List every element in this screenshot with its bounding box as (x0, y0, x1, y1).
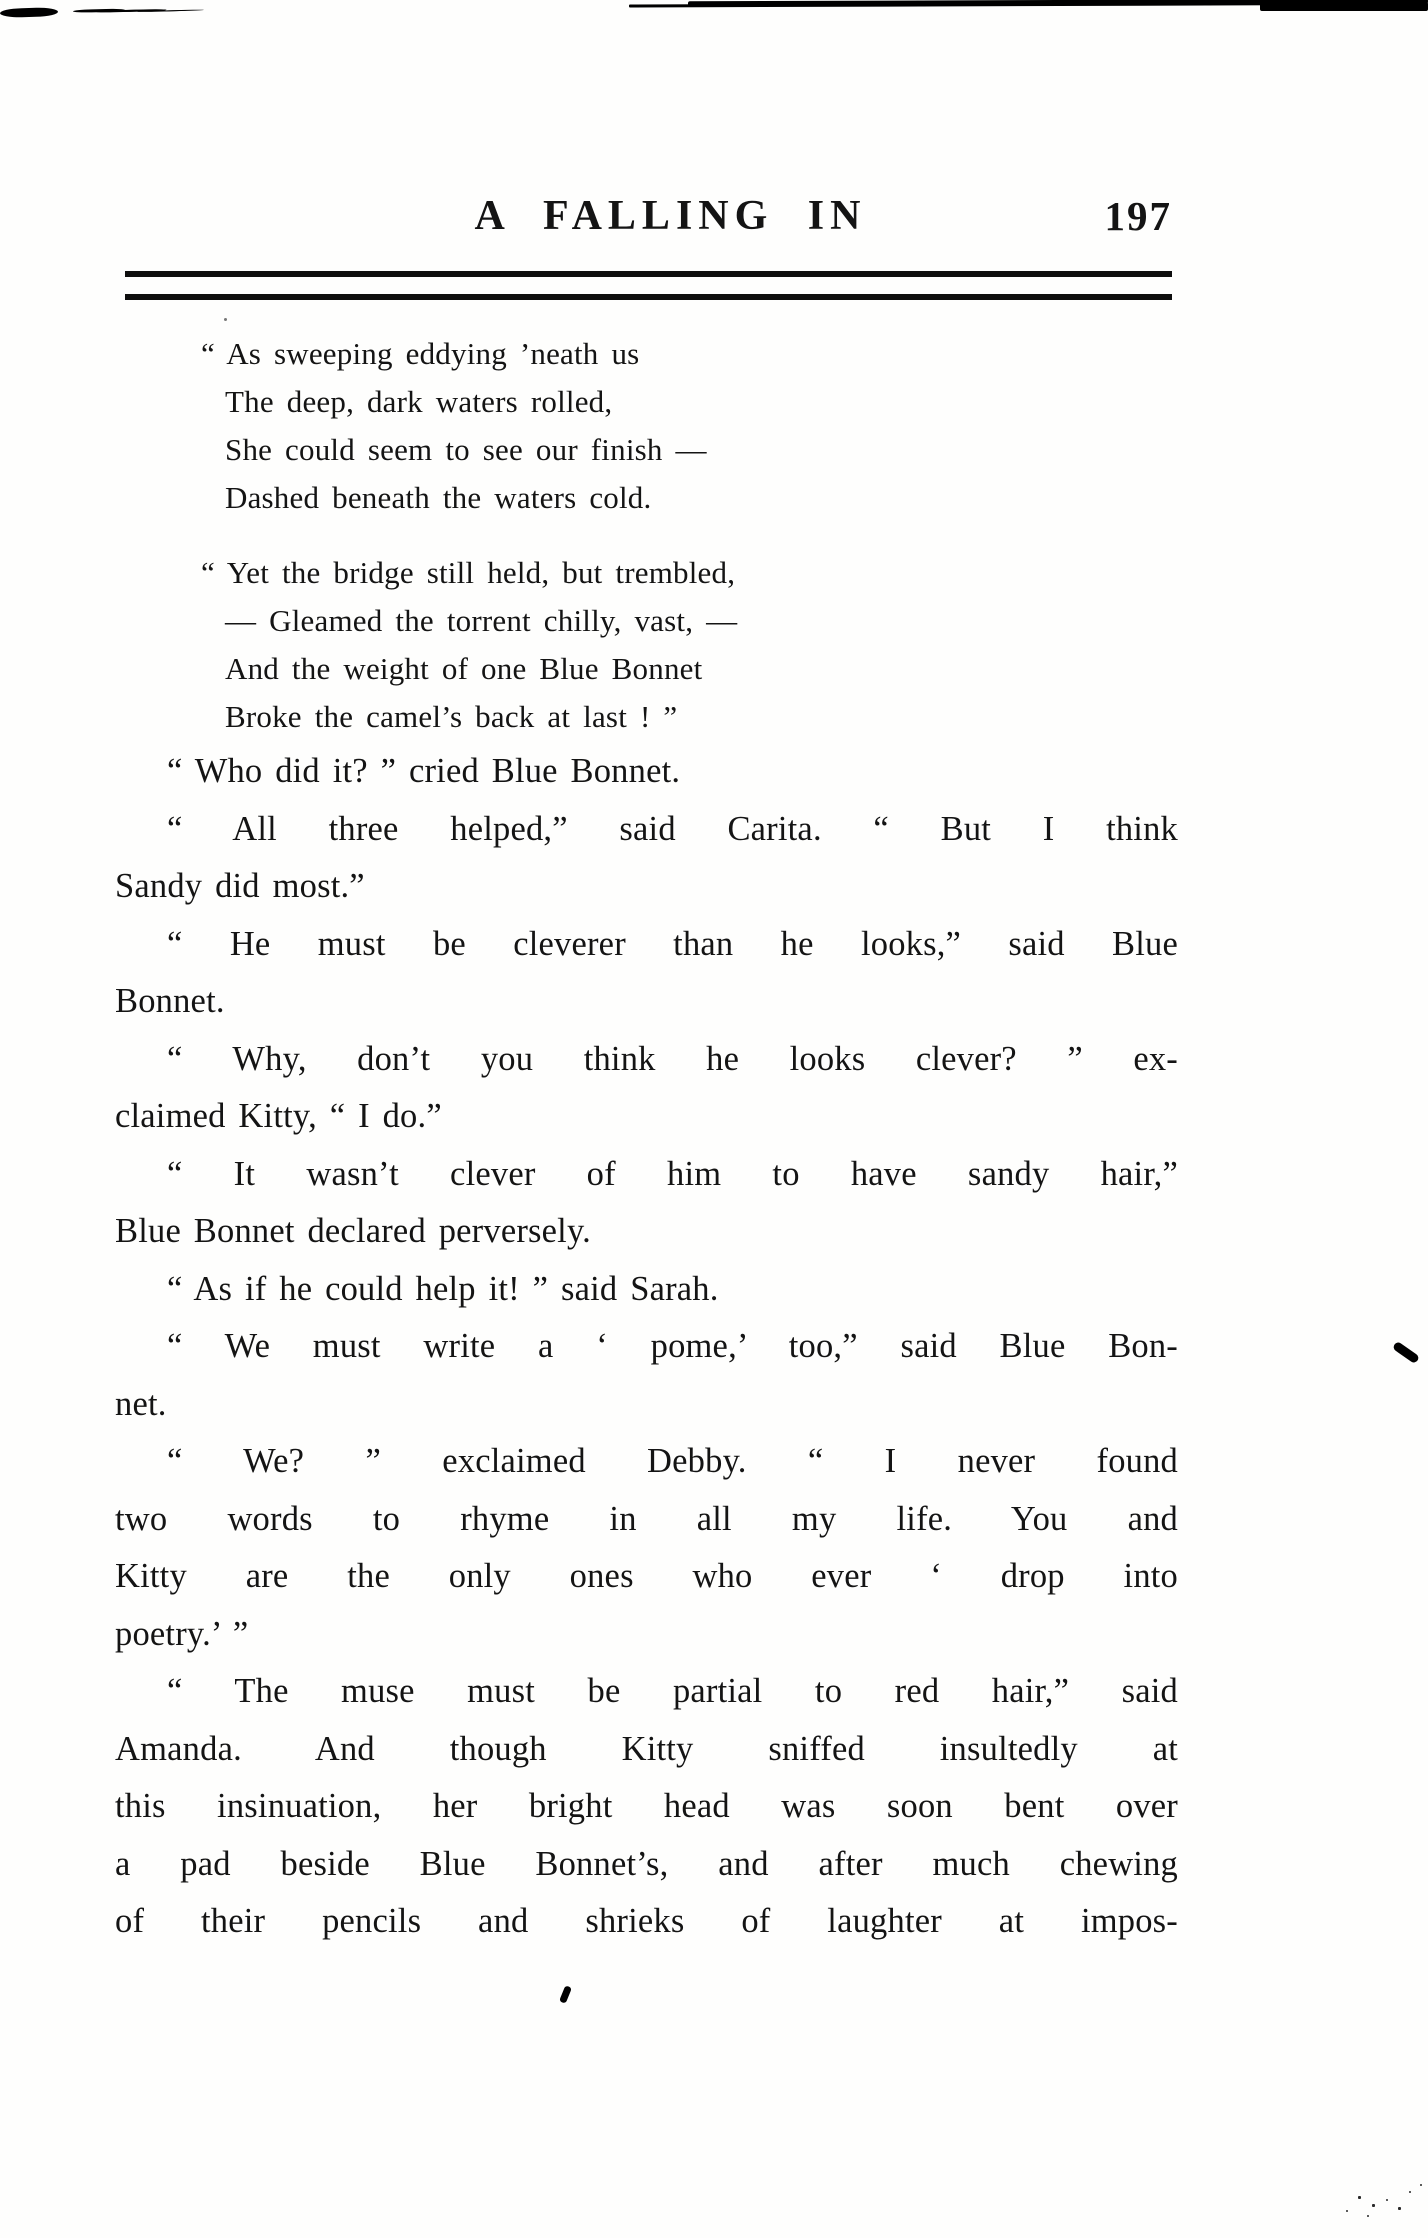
verse-block (201, 330, 737, 741)
verse-line: Broke the camel’s back at last ! ” (225, 699, 678, 734)
verse-line: — Gleamed the torrent chilly, vast, — (225, 603, 738, 638)
prose-line: of their pencils and shrieks of laughter at impos- (115, 1902, 1178, 1940)
scan-artifact-ink-mark (559, 1985, 572, 2003)
running-header (125, 192, 1172, 250)
prose-line: this insinuation, her bright head was soon bent over (115, 1787, 1178, 1825)
prose-line: “ The muse must be partial to red hair,” said (167, 1672, 1178, 1710)
verse-stanza (201, 549, 737, 741)
verse-line: The deep, dark waters rolled, (225, 384, 613, 419)
verse-line: She could seem to see our finish — (225, 432, 707, 467)
prose-line: “ All three helped,” said Carita. “ But I think (167, 809, 1178, 848)
verse-line: And the weight of one Blue Bonnet (225, 651, 703, 686)
scan-artifact-speck (1358, 2196, 1361, 2199)
verse-line: “ As sweeping eddying ’neath us (201, 336, 640, 371)
chapter-title: A FALLING IN (474, 193, 867, 239)
prose-line: net. (115, 1384, 167, 1423)
prose-line: poetry.’ ” (115, 1614, 249, 1653)
scan-artifact-speck (1367, 2215, 1369, 2217)
prose-line: “ Why, don’t you think he looks clever? ” ex- (167, 1039, 1178, 1078)
scan-artifact-speck (1372, 2204, 1375, 2207)
scan-artifact-ink-slash (1392, 1341, 1420, 1364)
prose-line: Bonnet. (115, 982, 225, 1020)
prose-line: “ As if he could help it! ” said Sarah. (167, 1269, 719, 1308)
prose-line: Amanda. And though Kitty sniffed insultedly at (115, 1729, 1178, 1768)
scan-artifact-speck (1346, 2210, 1348, 2212)
scan-artifact-speck (1386, 2199, 1388, 2201)
page-number: 197 (1104, 193, 1172, 239)
scan-artifact-speck (1409, 2191, 1411, 2193)
verse-line: Dashed beneath the waters cold. (225, 480, 652, 515)
prose-line: “ Who did it? ” cried Blue Bonnet. (167, 752, 681, 790)
prose-line: Blue Bonnet declared perversely. (115, 1212, 591, 1250)
verse-line: “ Yet the bridge still held, but trembled, (201, 555, 736, 590)
prose-line: “ He must be cleverer than he looks,” said Blue (167, 924, 1178, 963)
prose-line: Sandy did most.” (115, 867, 365, 905)
prose-line: claimed Kitty, “ I do.” (115, 1097, 442, 1135)
prose-block (115, 743, 1178, 1951)
prose-line: “ We must write a ‘ pome,’ too,” said Blue Bon- (167, 1327, 1178, 1365)
scan-artifact-speck (1398, 2207, 1401, 2210)
verse-stanza (201, 330, 737, 522)
prose-line: “ We? ” exclaimed Debby. “ I never found (167, 1442, 1178, 1480)
prose-line: a pad beside Blue Bonnet’s, and after much chewing (115, 1844, 1178, 1883)
prose-line: two words to rhyme in all my life. You and (115, 1499, 1178, 1538)
prose-line: Kitty are the only ones who ever ‘ drop into (115, 1557, 1178, 1595)
scan-artifact-speck (1420, 2184, 1422, 2186)
scan-artifact-top-right-blob (1260, 2, 1428, 11)
header-double-rule (125, 271, 1172, 300)
scan-artifact-top-left-smudge (0, 7, 58, 18)
scan-artifact-dot (224, 318, 227, 321)
prose-line: “ It wasn’t clever of him to have sandy hair,” (167, 1154, 1178, 1193)
